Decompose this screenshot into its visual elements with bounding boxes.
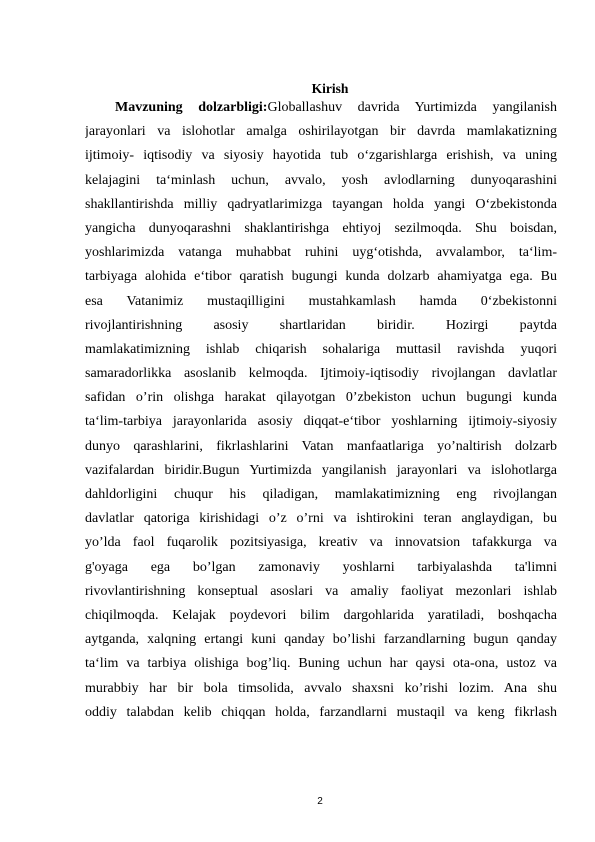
paragraph-line: davlatlar qatoriga kirishidagi o’z o’rni va ishtirokini teran anglaydigan, bu [85, 511, 557, 527]
paragraph-line: murabbiy har bir bola timsolida, avvalo shaxsni ko’rishi lozim. Ana shu [85, 680, 557, 696]
paragraph-line: kelajagini ta‘minlash uchun, avvalo, yosh avlodlarning dunyoqarashini [85, 172, 557, 188]
paragraph-line: yangicha dunyoqarashni shaklantirishga ehtiyoj sezilmoqda. Shu boisdan, [85, 220, 557, 236]
paragraph-line: shakllantirishda milliy qadryatlarimizga tayangan holda yangi O‘zbekistonda [85, 196, 557, 212]
paragraph-line: dahldorligini chuqur his qiladigan, mamlakatimizning eng rivojlangan [85, 487, 557, 502]
paragraph-line: esa Vatanimiz mustaqilligini mustahkamlash hamda 0‘zbekistonni [85, 293, 557, 309]
paragraph-line: oddiy talabdan kelib chiqqan holda, farzandlarni mustaqil va keng fikrlash [85, 704, 557, 720]
paragraph-line: mamlakatimizning ishlab chiqarish sohalariga muttasil ravishda yuqori [85, 341, 557, 357]
paragraph-line: ta‘lim-tarbiya jarayonlarida asosiy diqqat-e‘tibor yoshlarning ijtimoiy-siyosiy [85, 414, 557, 430]
paragraph-line: yo’lda faol fuqarolik pozitsiyasiga, kreativ va innovatsion tafakkurga va [85, 535, 557, 551]
paragraph-line: safidan o’rin olishga harakat qilayotgan 0’zbekiston uchun bugungi kunda [85, 390, 557, 406]
body-text [85, 96, 557, 725]
lead-phrase: Mavzuning dolzarbligi: [115, 100, 268, 115]
paragraph-line: rivojlantirishning asosiy shartlaridan biridir. Hozirgi paytda [85, 317, 557, 333]
section-title: Kirish [311, 81, 349, 96]
paragraph-line [85, 96, 557, 120]
paragraph-line: dunyo qarashlarini, fikrlashlarini Vatan manfaatlariga yo’naltirish dolzarb [85, 438, 557, 454]
paragraph-line: yoshlarimizda vatanga muhabbat ruhini uyg‘otishda, avvalambor, ta‘lim- [85, 245, 557, 261]
paragraph-line: vazifalardan biridir.Bugun Yurtimizda yangilanish jarayonlari va islohotlarga [85, 462, 557, 478]
paragraph-line: tarbiyaga alohida e‘tibor qaratish bugungi kunda dolzarb ahamiyatga ega. Bu [85, 269, 557, 285]
paragraph-line: aytganda, xalqning ertangi kuni qanday bo’lishi farzandlarning bugun qanday [85, 632, 557, 648]
paragraph-line: rivovlantirishning konseptual asoslari va amaliy faoliyat mezonlari ishlab [85, 583, 557, 599]
paragraph-line: jarayonlari va islohotlar amalga oshirilayotgan bir davrda mamlakatizning [85, 124, 557, 140]
paragraph-line: samaradorlikka asoslanib kelmoqda. Ijtimoiy-iqtisodiy rivojlangan davlatlar [85, 366, 557, 382]
paragraph-line: ta‘lim va tarbiya olishiga bog’liq. Buning uchun har qaysi ota-ona, ustoz va [85, 656, 557, 672]
page-number: 2 [317, 796, 323, 807]
paragraph-line: ijtimoiy- iqtisodiy va siyosiy hayotida tub o‘zgarishlarga erishish, va uning [85, 148, 557, 164]
paragraph-line-text: Globallashuv davrida Yurtimizda yangilanish [267, 100, 557, 115]
paragraph-line: g'oyaga ega bo’lgan zamonaviy yoshlarni tarbiyalashda ta'limni [85, 559, 557, 575]
paragraph-line: chiqilmoqda. Kelajak poydevori bilim dargohlarida yaratiladi, boshqacha [85, 607, 557, 623]
